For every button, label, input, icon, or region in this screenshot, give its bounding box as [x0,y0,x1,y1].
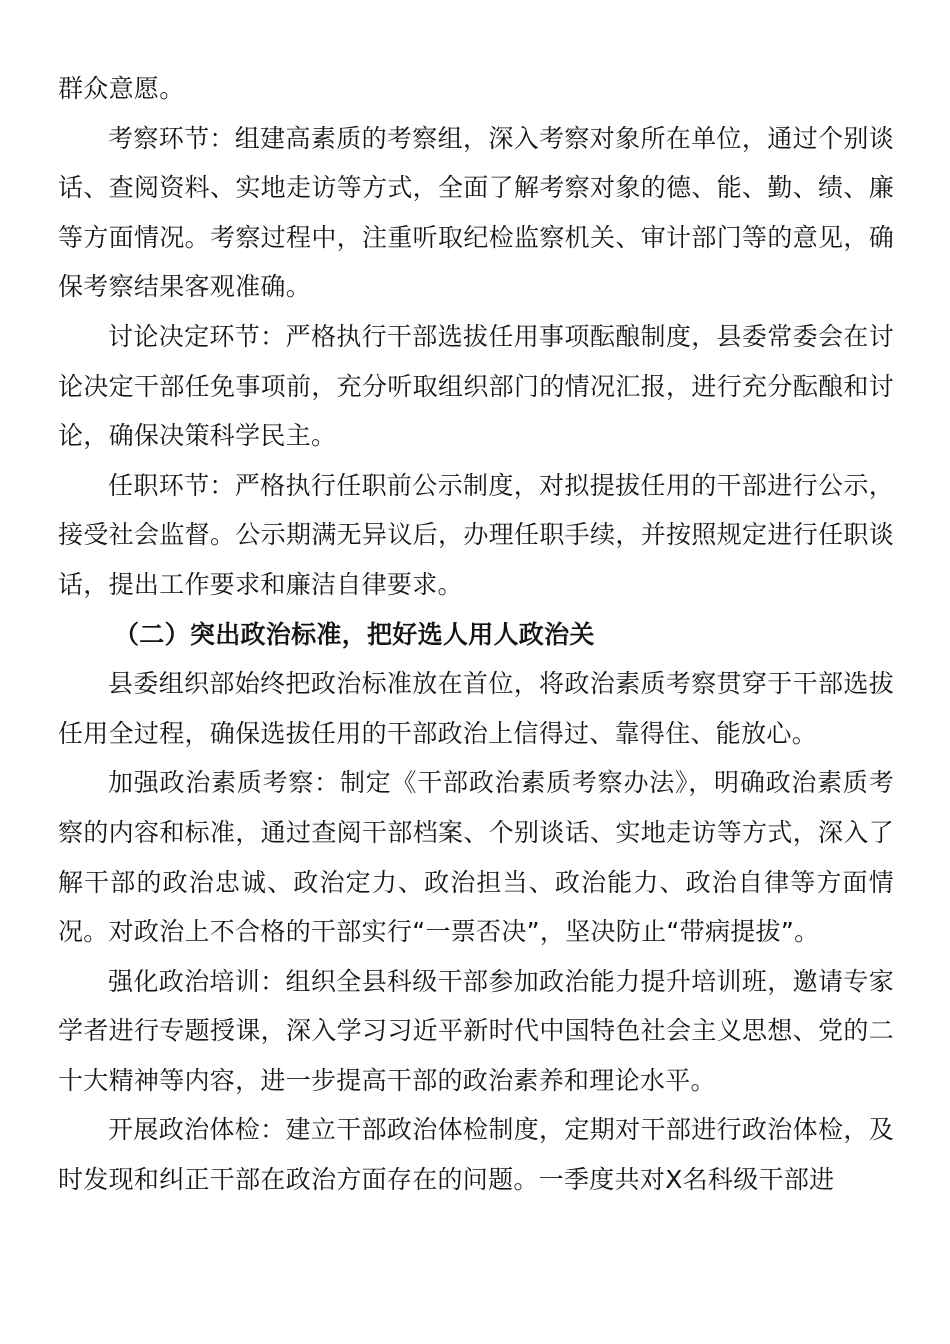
paragraph-inspection-stage: 考察环节：组建高素质的考察组，深入考察对象所在单位，通过个别谈话、查阅资料、实地走访等方式，全面了解考察对象的德、能、勤、绩、廉等方面情况。考察过程中，注重听取纪检监察机关、审计部门等的意见，确保考察结果客观准确。 [58,123,894,302]
paragraph-political-inspection: 加强政治素质考察：制定《干部政治素质考察办法》，明确政治素质考察的内容和标准，通过查阅干部档案、个别谈话、实地走访等方式，深入了解干部的政治忠诚、政治定力、政治担当、政治能力、政治自律等方面情况。对政治上不合格的干部实行“一票否决”，坚决防止“带病提拔”。 [58,768,894,947]
paragraph-appointment-stage: 任职环节：严格执行任职前公示制度，对拟提拔任用的干部进行公示，接受社会监督。公示期满无异议后，办理任职手续，并按照规定进行任职谈话，提出工作要求和廉洁自律要求。 [58,470,894,599]
paragraph-political-training: 强化政治培训：组织全县科级干部参加政治能力提升培训班，邀请专家学者进行专题授课，深入学习习近平新时代中国特色社会主义思想、党的二十大精神等内容，进一步提高干部的政治素养和理论水平。 [58,966,894,1095]
paragraph-political-checkup: 开展政治体检：建立干部政治体检制度，定期对干部进行政治体检，及时发现和纠正干部在政治方面存在的问题。一季度共对X名科级干部进 [58,1115,894,1195]
section-heading: （二）突出政治标准，把好选人用人政治关 [114,619,595,649]
paragraph-continuation: 群众意愿。 [58,74,185,103]
paragraph-decision-stage: 讨论决定环节：严格执行干部选拔任用事项酝酿制度，县委常委会在讨论决定干部任免事项前，充分听取组织部门的情况汇报，进行充分酝酿和讨论，确保决策科学民主。 [58,321,894,451]
paragraph-political-standard: 县委组织部始终把政治标准放在首位，将政治素质考察贯穿于干部选拔任用全过程，确保选拔任用的干部政治上信得过、靠得住、能放心。 [58,669,894,748]
